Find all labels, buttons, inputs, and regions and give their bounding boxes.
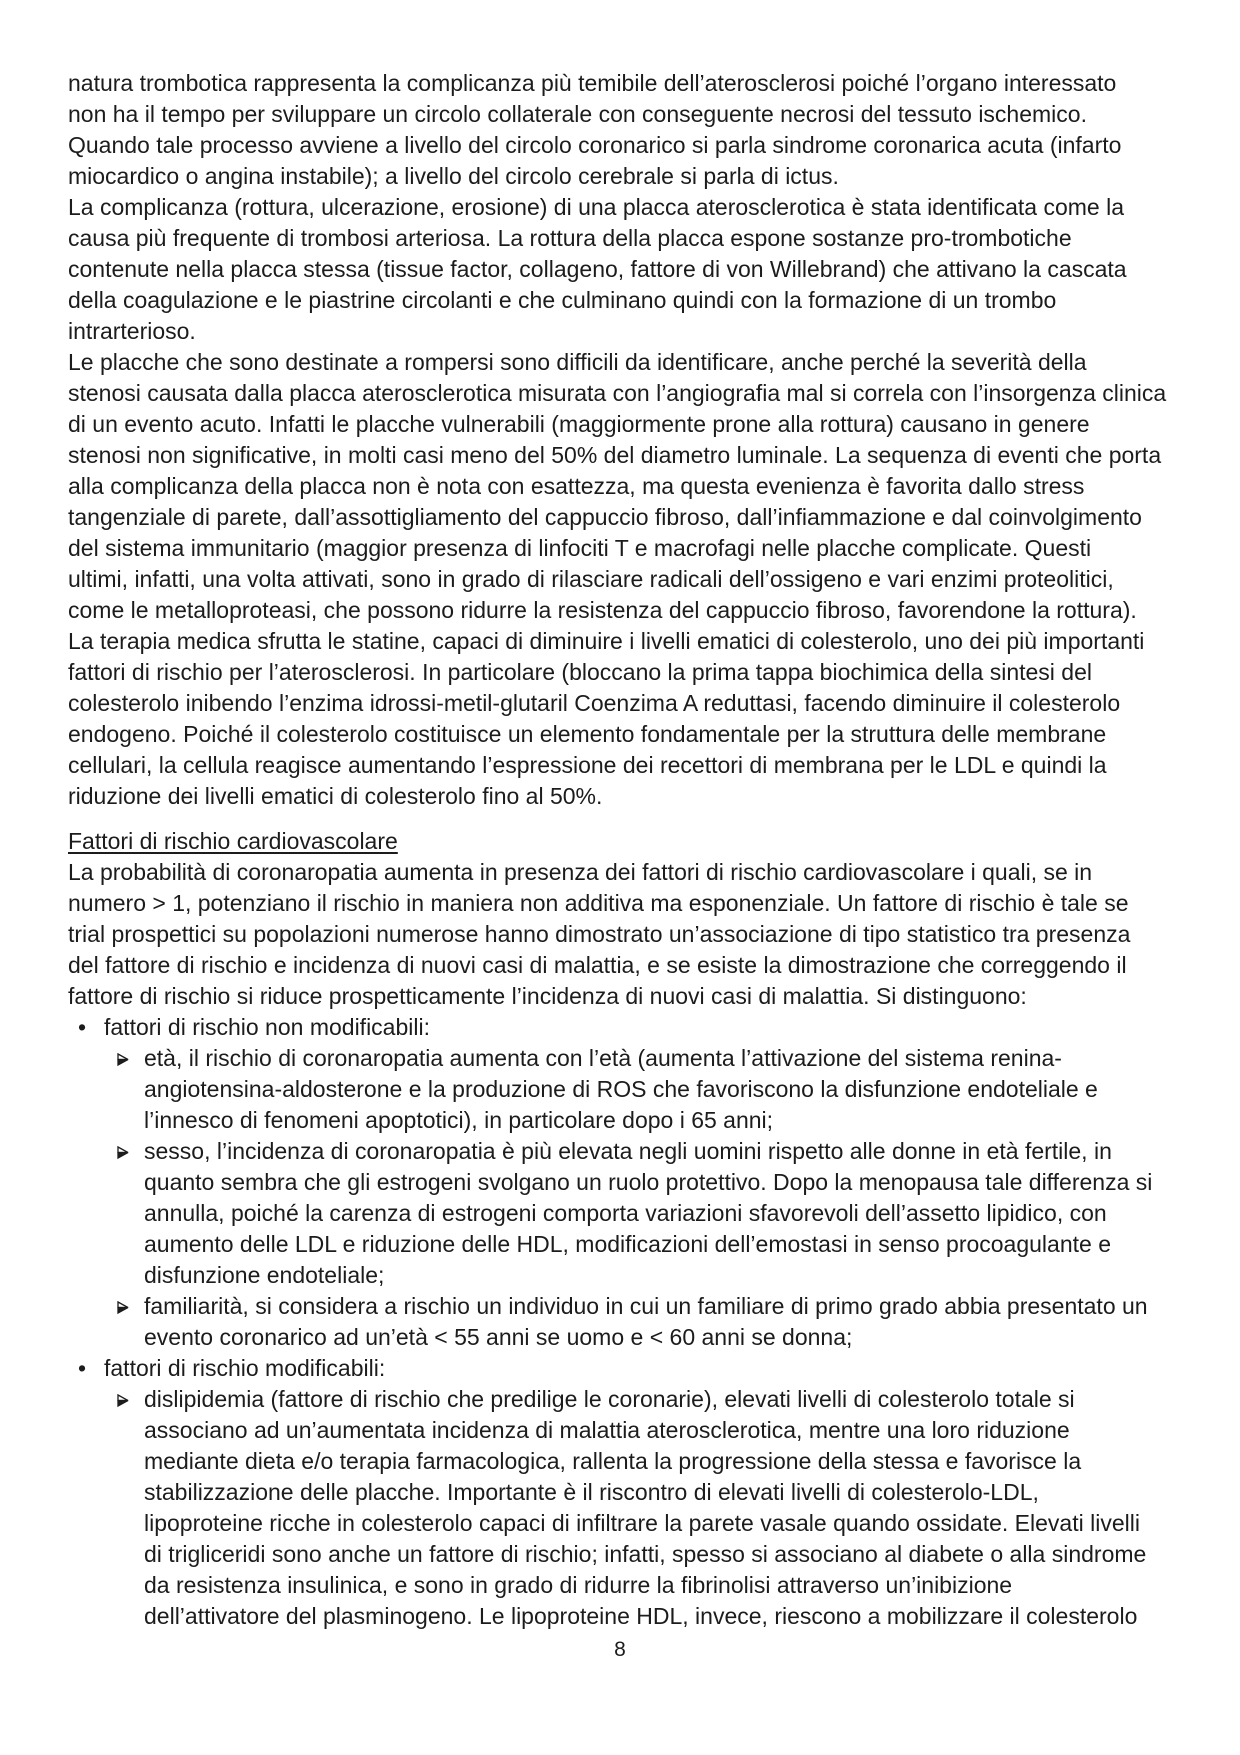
text-line: causa più frequente di trombosi arteriosa. La rottura della placca espone sostanze pro-trombotiche: [68, 225, 1072, 251]
text-line: La terapia medica sfrutta le statine, capaci di diminuire i livelli ematici di colesterolo, uno dei più importanti: [68, 628, 1145, 654]
list-item-text: [144, 1384, 1172, 1632]
text-line: del sistema immunitario (maggior presenza di linfociti T e macrofagi nelle placche complicate. Questi: [68, 535, 1092, 561]
text-line: dislipidemia (fattore di rischio che predilige le coronarie), elevati livelli di colesterolo totale si: [144, 1386, 1075, 1412]
arrowhead-bullet-icon: [116, 1043, 130, 1067]
text-line: riduzione dei livelli ematici di colesterolo fino al 50%.: [68, 783, 603, 809]
text-column: [68, 68, 1172, 1632]
list-item-text: [104, 1012, 1172, 1043]
paragraph-risk-intro: [68, 857, 1172, 1012]
list-item-text: [144, 1136, 1172, 1291]
text-line: miocardico o angina instabile); a livello del circolo cerebrale si parla di ictus.: [68, 163, 839, 189]
text-line: stenosi causata dalla placca aterosclerotica misurata con l’angiografia mal si correla con l’insorgenza clinica: [68, 380, 1167, 406]
list-item: [68, 1012, 1172, 1043]
text-line: dell’attivatore del plasminogeno. Le lipoproteine HDL, invece, riescono a mobilizzare il colesterolo: [144, 1603, 1138, 1629]
arrowhead-bullet-icon: [116, 1291, 130, 1315]
text-line: alla complicanza della placca non è nota con esattezza, ma questa evenienza è favorita dallo stress: [68, 473, 1085, 499]
section-heading-text: Fattori di rischio cardiovascolare: [68, 828, 398, 854]
bullet-icon: •: [78, 1014, 87, 1040]
text-line: non ha il tempo per sviluppare un circolo collaterale con conseguente necrosi del tessuto ischemico.: [68, 101, 1087, 127]
text-line: tangenziale di parete, dall’assottigliamento del cappuccio fibroso, dall’infiammazione e dal coinvolgimento: [68, 504, 1142, 530]
text-line: La complicanza (rottura, ulcerazione, erosione) di una placca aterosclerotica è stata identificata come la: [68, 194, 1125, 220]
text-line: natura trombotica rappresenta la complicanza più temibile dell’aterosclerosi poiché l’organo interessato: [68, 70, 1117, 96]
section-heading: [68, 826, 1172, 857]
text-line: fattori di rischio non modificabili:: [104, 1014, 430, 1040]
text-line: stabilizzazione delle placche. Importante è il riscontro di elevati livelli di colesterolo-LDL,: [144, 1479, 1039, 1505]
text-line: disfunzione endoteliale;: [144, 1262, 385, 1288]
text-line: ultimi, infatti, una volta attivati, sono in grado di rilasciare radicali dell’ossigeno e vari enzimi proteolitici,: [68, 566, 1114, 592]
text-line: annulla, poiché la carenza di estrogeni comporta variazioni sfavorevoli dell’assetto lipidico, con: [144, 1200, 1107, 1226]
text-line: numero > 1, potenziano il rischio in maniera non additiva ma esponenziale. Un fattore di rischio è tale se: [68, 890, 1129, 916]
text-line: mediante dieta e/o terapia farmacologica, rallenta la progressione della stessa e favorisce la: [144, 1448, 1082, 1474]
list-item: [68, 1353, 1172, 1384]
text-line: della coagulazione e le piastrine circolanti e che culminano quindi con la formazione di un trombo: [68, 287, 1057, 313]
text-line: fattori di rischio per l’aterosclerosi. In particolare (bloccano la prima tappa biochimica della sintesi del: [68, 659, 1092, 685]
text-line: associano ad un’aumentata incidenza di malattia aterosclerotica, mentre una loro riduzione: [144, 1417, 1070, 1443]
text-line: come le metalloproteasi, che possono ridurre la resistenza del cappuccio fibroso, favorendone la rottura).: [68, 597, 1137, 623]
paragraph-atherosclerosis: [68, 68, 1172, 812]
text-line: contenute nella placca stessa (tissue factor, collageno, fattore di von Willebrand) che attivano la cascata: [68, 256, 1127, 282]
arrowhead-bullet-icon: [116, 1384, 130, 1408]
text-line: colesterolo inibendo l’enzima idrossi-metil-glutaril Coenzima A reduttasi, facendo diminuire il colesterolo: [68, 690, 1121, 716]
arrowhead-bullet-icon: [116, 1136, 130, 1160]
list-subitem: [68, 1291, 1172, 1353]
text-line: familiarità, si considera a rischio un individuo in cui un familiare di primo grado abbia presentato un: [144, 1293, 1148, 1319]
text-line: Quando tale processo avviene a livello del circolo coronarico si parla sindrome coronarica acuta (infarto: [68, 132, 1122, 158]
text-line: La probabilità di coronaropatia aumenta in presenza dei fattori di rischio cardiovascolare i quali, se in: [68, 859, 1093, 885]
list-subitem: [68, 1136, 1172, 1291]
text-line: Le placche che sono destinate a rompersi sono difficili da identificare, anche perché la severità della: [68, 349, 1087, 375]
text-line: endogeno. Poiché il colesterolo costituisce un elemento fondamentale per la struttura delle membrane: [68, 721, 1107, 747]
list-subitem: [68, 1043, 1172, 1136]
text-line: intrarterioso.: [68, 318, 196, 344]
text-line: fattori di rischio modificabili:: [104, 1355, 386, 1381]
page-number: 8: [614, 1638, 626, 1661]
text-line: angiotensina-aldosterone e la produzione di ROS che favoriscono la disfunzione endoteliale e: [144, 1076, 1098, 1102]
text-line: cellulari, la cellula reagisce aumentando l’espressione dei recettori di membrana per le LDL e quindi la: [68, 752, 1107, 778]
text-line: lipoproteine ricche in colesterolo capaci di infiltrare la parete vasale quando ossidate. Elevati livelli: [144, 1510, 1140, 1536]
text-line: del fattore di rischio e incidenza di nuovi casi di malattia, e se esiste la dimostrazione che correggendo il: [68, 952, 1127, 978]
text-line: età, il rischio di coronaropatia aumenta con l’età (aumenta l’attivazione del sistema renina-: [144, 1045, 1062, 1071]
text-line: aumento delle LDL e riduzione delle HDL, modificazioni dell’emostasi in senso procoagulante e: [144, 1231, 1111, 1257]
risk-factor-list: [68, 1012, 1172, 1632]
bullet-icon: •: [78, 1355, 87, 1381]
text-line: di un evento acuto. Infatti le placche vulnerabili (maggiormente prone alla rottura) causano in genere: [68, 411, 1090, 437]
list-item-text: [104, 1353, 1172, 1384]
text-line: l’innesco di fenomeni apoptotici), in particolare dopo i 65 anni;: [144, 1107, 774, 1133]
text-line: di trigliceridi sono anche un fattore di rischio; infatti, spesso si associano al diabete o alla sindrome: [144, 1541, 1147, 1567]
text-line: fattore di rischio si riduce prospetticamente l’incidenza di nuovi casi di malattia. Si distinguono:: [68, 983, 1027, 1009]
list-item-text: [144, 1291, 1172, 1353]
text-line: trial prospettici su popolazioni numerose hanno dimostrato un’associazione di tipo statistico tra presenza: [68, 921, 1131, 947]
list-subitem: [68, 1384, 1172, 1632]
text-line: sesso, l’incidenza di coronaropatia è più elevata negli uomini rispetto alle donne in età fertile, in: [144, 1138, 1112, 1164]
text-line: evento coronarico ad un’età < 55 anni se uomo e < 60 anni se donna;: [144, 1324, 853, 1350]
text-line: da resistenza insulinica, e sono in grado di ridurre la fibrinolisi attraverso un’inibizione: [144, 1572, 1013, 1598]
text-line: stenosi non significative, in molti casi meno del 50% del diametro luminale. La sequenza di eventi che porta: [68, 442, 1162, 468]
list-item-text: [144, 1043, 1172, 1136]
text-line: quanto sembra che gli estrogeni svolgano un ruolo protettivo. Dopo la menopausa tale differenza si: [144, 1169, 1153, 1195]
